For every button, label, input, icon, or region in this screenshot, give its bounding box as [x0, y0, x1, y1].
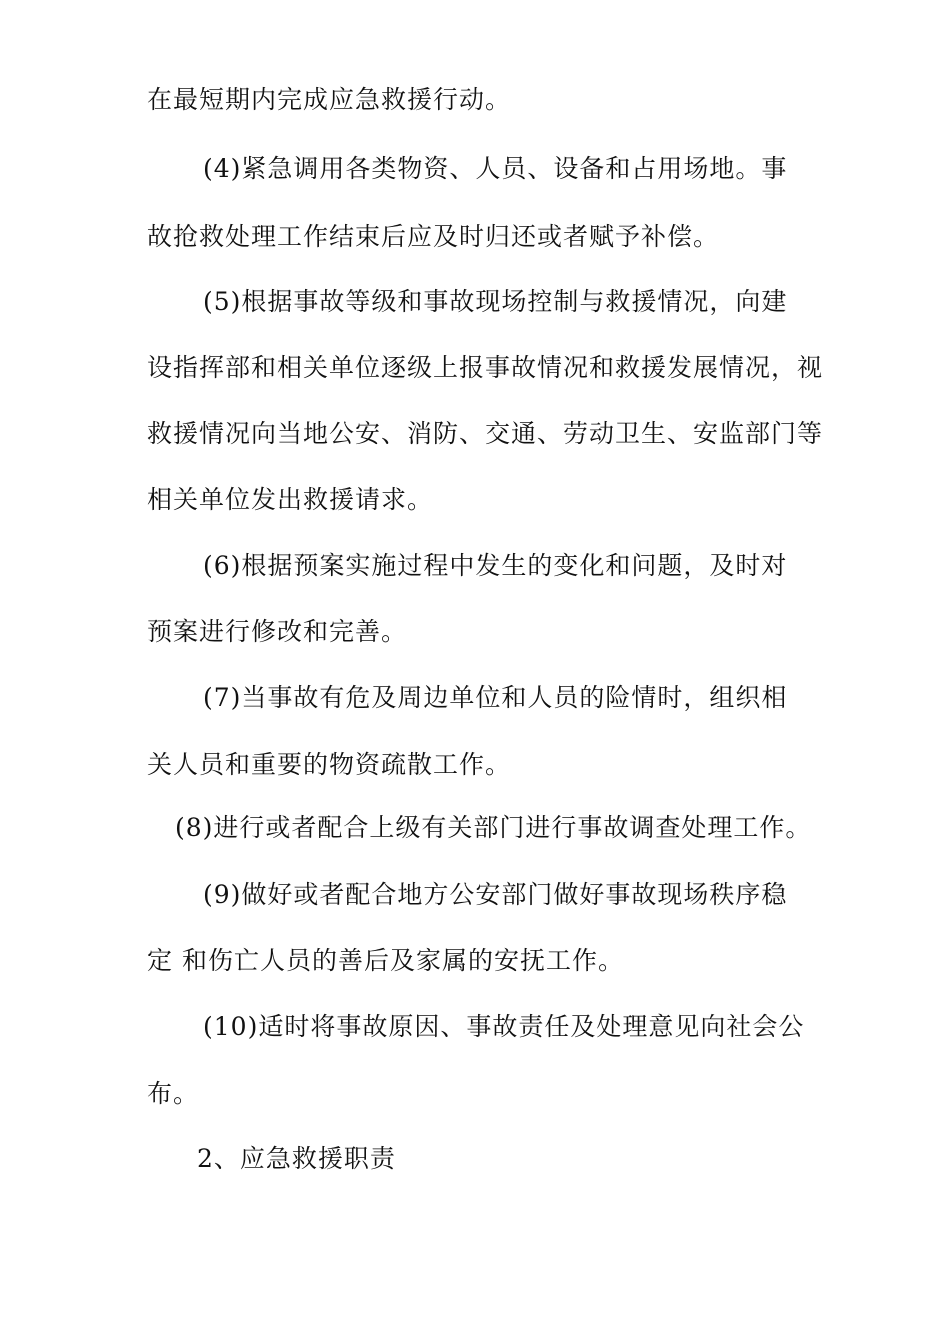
text-line: 相关单位发出救援请求。 [147, 485, 434, 514]
text-line: (8)进行或者配合上级有关部门进行事故调查处理工作。 [175, 813, 812, 842]
text-line: 故抢救处理工作结束后应及时归还或者赋予补偿。 [147, 222, 720, 251]
text-line: (10)适时将事故原因、事故责任及处理意见向社会公 [203, 1012, 805, 1041]
text-line: 设指挥部和相关单位逐级上报事故情况和救援发展情况，视 [147, 353, 824, 382]
text-line: 关人员和重要的物资疏散工作。 [147, 750, 512, 779]
text-line: (5)根据事故等级和事故现场控制与救援情况，向建 [203, 287, 788, 316]
text-line: (9)做好或者配合地方公安部门做好事故现场秩序稳 [203, 880, 788, 909]
text-line: 在最短期内完成应急救援行动。 [147, 85, 512, 114]
text-line: (7)当事故有危及周边单位和人员的险情时，组织相 [203, 683, 788, 712]
text-line: 定 和伤亡人员的善后及家属的安抚工作。 [147, 946, 624, 975]
text-line: (4)紧急调用各类物资、人员、设备和占用场地。事 [203, 154, 788, 183]
text-line: 预案进行修改和完善。 [147, 617, 408, 646]
text-line: 布。 [147, 1079, 200, 1108]
text-line: (6)根据预案实施过程中发生的变化和问题，及时对 [203, 551, 788, 580]
section-heading: 2、应急救援职责 [197, 1144, 396, 1173]
text-line: 救援情况向当地公安、消防、交通、劳动卫生、安监部门等 [147, 419, 824, 448]
